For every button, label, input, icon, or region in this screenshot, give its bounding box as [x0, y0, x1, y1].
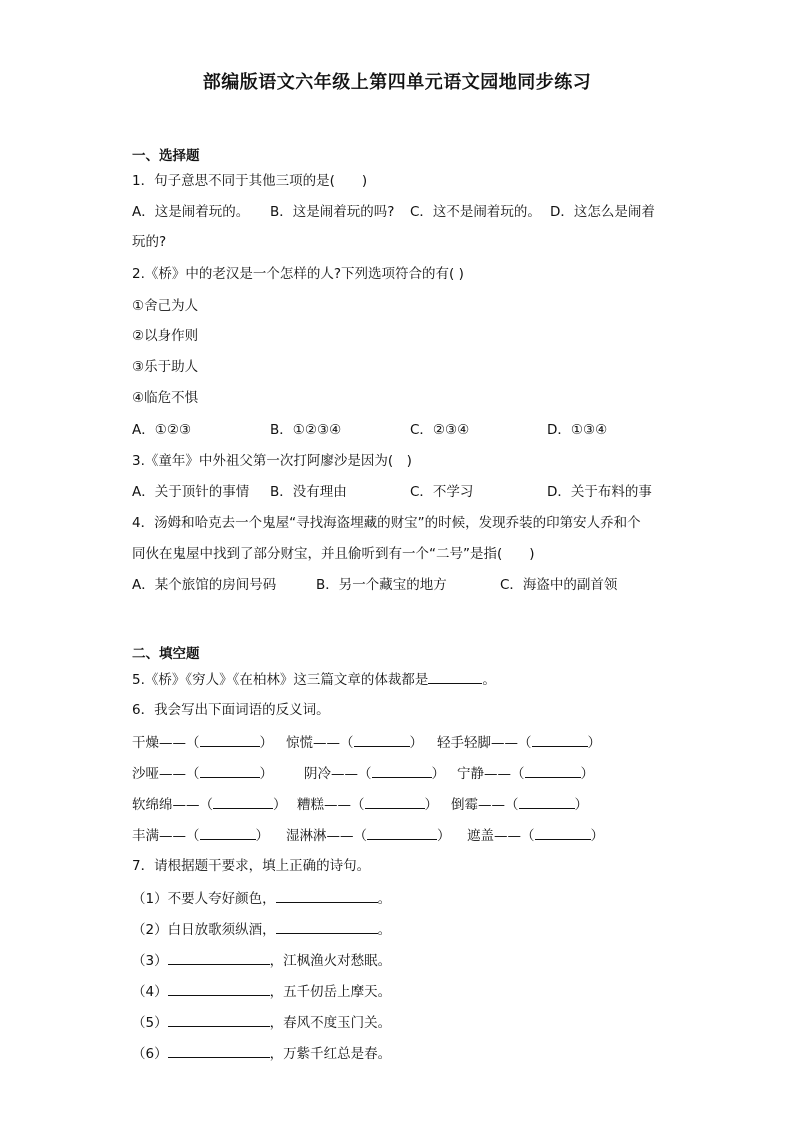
poem-number: （1）: [132, 891, 168, 907]
question-3-stem: 3.《童年》中外祖父第一次打阿廖沙是因为( ): [132, 453, 412, 469]
antonym-word: 阴冷——（: [304, 766, 372, 782]
answer-blank[interactable]: [168, 950, 270, 965]
antonym-item: [132, 825, 269, 846]
q3-option-b: B．没有理由: [270, 484, 347, 500]
poem-number: （4）: [132, 984, 168, 1000]
antonym-word: 丰满——（: [132, 828, 200, 844]
antonym-item: [457, 763, 594, 784]
answer-blank[interactable]: [519, 794, 575, 809]
answer-blank[interactable]: [525, 763, 581, 778]
answer-blank[interactable]: [276, 888, 378, 903]
poem-text: ，万紫千红总是春。: [269, 1046, 392, 1062]
poem-item: [132, 888, 391, 909]
answer-blank[interactable]: [200, 763, 260, 778]
question-4-stem-line2: 同伙在鬼屋中找到了部分财宝，并且偷听到有一个“二号”是指( ): [132, 546, 535, 562]
antonym-item: [297, 794, 438, 815]
antonym-item: [286, 825, 451, 846]
poem-number: （6）: [132, 1046, 168, 1062]
q3-option-a: A．关于顶针的事情: [132, 484, 250, 500]
antonym-word: 轻手轻脚——（: [437, 735, 532, 751]
question-2-stem: 2.《桥》中的老汉是一个怎样的人?下列选项符合的有( ): [132, 266, 464, 282]
poem-end: 。: [377, 922, 392, 938]
antonym-item: [304, 763, 445, 784]
question-6-stem: 6．我会写出下面词语的反义词。: [132, 702, 330, 718]
antonym-word: 沙哑——（: [132, 766, 200, 782]
paren-close: ）: [255, 828, 269, 844]
paren-close: ）: [259, 766, 273, 782]
answer-blank[interactable]: [532, 732, 588, 747]
answer-blank[interactable]: [367, 825, 437, 840]
antonym-word: 湿淋淋——（: [286, 828, 367, 844]
paren-close: ）: [574, 797, 588, 813]
antonym-item: [286, 732, 423, 753]
antonym-item: [437, 732, 601, 753]
question-5: [132, 669, 496, 690]
antonym-item: [132, 732, 273, 753]
paren-close: ）: [587, 735, 601, 751]
q1-option-b: B．这是闹着玩的吗?: [270, 204, 395, 220]
q3-option-c: C．不学习: [410, 484, 474, 500]
q1-option-c: C．这不是闹着玩的。: [410, 204, 541, 220]
paren-close: ）: [409, 735, 423, 751]
paren-close: ）: [580, 766, 594, 782]
q1-option-d-continued: 玩的?: [132, 234, 167, 250]
paren-close: ）: [424, 797, 438, 813]
poem-text: ，春风不度玉门关。: [269, 1015, 392, 1031]
answer-blank[interactable]: [213, 794, 273, 809]
poem-number: （5）: [132, 1015, 168, 1031]
answer-blank[interactable]: [535, 825, 591, 840]
q2-item: ③乐于助人: [132, 359, 199, 375]
poem-number: （3）: [132, 953, 168, 969]
antonym-word: 遮盖——（: [467, 828, 535, 844]
answer-blank[interactable]: [428, 669, 482, 684]
q2-option-a: A．①②③: [132, 422, 192, 438]
q2-item: ②以身作则: [132, 328, 199, 344]
paren-close: ）: [590, 828, 604, 844]
antonym-word: 倒霉——（: [451, 797, 519, 813]
antonym-word: 糟糕——（: [297, 797, 365, 813]
answer-blank[interactable]: [200, 825, 256, 840]
section-heading-fill: 二、填空题: [132, 646, 200, 662]
poem-number: （2）: [132, 922, 168, 938]
page-title: 部编版语文六年级上第四单元语文园地同步练习: [202, 72, 592, 93]
poem-item: [132, 1043, 391, 1064]
answer-blank[interactable]: [200, 732, 260, 747]
q2-item: ④临危不惧: [132, 390, 199, 406]
antonym-word: 软绵绵——（: [132, 797, 213, 813]
paren-close: ）: [437, 828, 451, 844]
section-heading-choice: 一、选择题: [132, 148, 200, 164]
q2-option-b: B．①②③④: [270, 422, 342, 438]
q5-text: 5.《桥》《穷人》《在柏林》这三篇文章的体裁都是: [132, 672, 429, 688]
paren-close: ）: [259, 735, 273, 751]
answer-blank[interactable]: [276, 919, 378, 934]
poem-text: ，江枫渔火对愁眠。: [269, 953, 392, 969]
antonym-word: 干燥——（: [132, 735, 200, 751]
poem-item: [132, 981, 391, 1002]
q4-option-a: A．某个旅馆的房间号码: [132, 577, 277, 593]
poem-text: 白日放歌须纵酒，: [167, 922, 276, 938]
answer-blank[interactable]: [168, 1012, 270, 1027]
question-4-stem-line1: 4．汤姆和哈克去一个鬼屋“寻找海盗埋藏的财宝”的时候，发现乔装的印第安人乔和个: [132, 515, 641, 531]
antonym-item: [132, 794, 287, 815]
poem-end: 。: [377, 891, 392, 907]
question-1-stem: 1．句子意思不同于其他三项的是( ): [132, 173, 368, 189]
question-7-stem: 7．请根据题干要求，填上正确的诗句。: [132, 858, 371, 874]
answer-blank[interactable]: [372, 763, 432, 778]
answer-blank[interactable]: [365, 794, 425, 809]
q2-option-c: C．②③④: [410, 422, 470, 438]
q2-option-d: D．①③④: [547, 422, 608, 438]
q4-option-c: C．海盗中的副首领: [500, 577, 618, 593]
q5-end: 。: [482, 672, 496, 688]
poem-text: 不要人夸好颜色，: [167, 891, 276, 907]
q2-item: ①舍己为人: [132, 298, 199, 314]
paren-close: ）: [431, 766, 445, 782]
antonym-word: 宁静——（: [457, 766, 525, 782]
answer-blank[interactable]: [168, 1043, 270, 1058]
poem-item: [132, 919, 391, 940]
q1-option-d: D．这怎么是闹着: [550, 204, 655, 220]
antonym-item: [451, 794, 588, 815]
poem-item: [132, 950, 391, 971]
antonym-item: [132, 763, 273, 784]
answer-blank[interactable]: [354, 732, 410, 747]
antonym-item: [467, 825, 604, 846]
paren-close: ）: [273, 797, 287, 813]
poem-item: [132, 1012, 391, 1033]
poem-text: ，五千仞岳上摩天。: [269, 984, 392, 1000]
q1-option-a: A．这是闹着玩的。: [132, 204, 250, 220]
answer-blank[interactable]: [168, 981, 270, 996]
q3-option-d: D．关于布料的事: [547, 484, 652, 500]
q4-option-b: B．另一个藏宝的地方: [316, 577, 447, 593]
antonym-word: 惊慌——（: [286, 735, 354, 751]
